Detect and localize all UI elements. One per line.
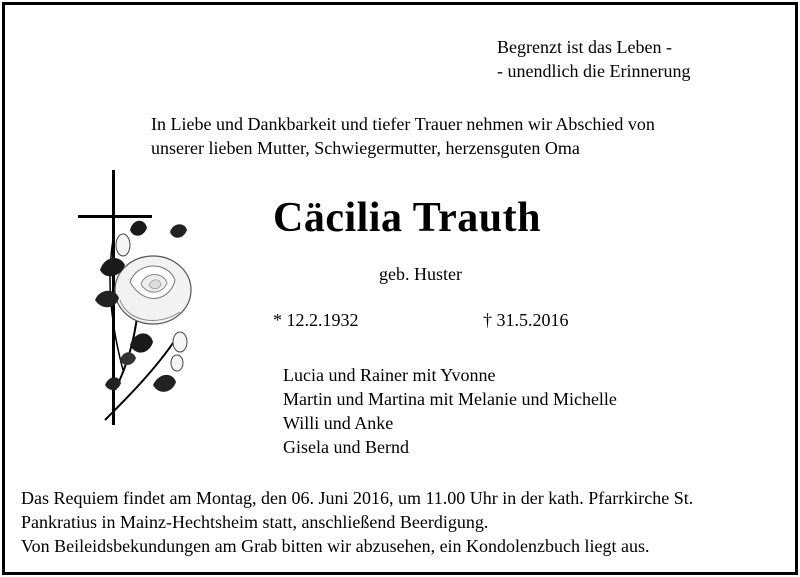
- intro-line-2: unserer lieben Mutter, Schwiegermutter, herzensguten Oma: [151, 138, 580, 158]
- motto-line-1: Begrenzt ist das Leben -: [497, 37, 672, 57]
- cross-with-rose-icon: [75, 170, 195, 435]
- intro-line-1: In Liebe und Dankbarkeit und tiefer Trauer nehmen wir Abschied von: [151, 114, 655, 134]
- motto: [497, 35, 690, 83]
- birth-date: * 12.2.1932: [273, 310, 359, 330]
- mourner-entry: Lucia und Rainer mit Yvonne: [283, 365, 496, 385]
- funeral-details-line-3: Von Beileidsbekundungen am Grab bitten wir abzusehen, ein Kondolenzbuch liegt aus.: [21, 536, 650, 556]
- funeral-details-line-2: Pankratius in Mainz-Hechtsheim statt, anschließend Beerdigung.: [21, 512, 489, 532]
- mourners-list: [283, 363, 617, 459]
- motto-line-2: - unendlich die Erinnerung: [497, 61, 691, 81]
- mourner-entry: Gisela und Bernd: [283, 437, 409, 457]
- deceased-name: Cäcilia Trauth: [273, 195, 541, 241]
- funeral-details-line-1: Das Requiem findet am Montag, den 06. Juni 2016, um 11.00 Uhr in der kath. Pfarrkirche St.: [21, 488, 694, 508]
- death-date: † 31.5.2016: [483, 310, 569, 330]
- funeral-details: [21, 486, 693, 558]
- maiden-name: geb. Huster: [379, 264, 462, 284]
- obituary-notice: [2, 2, 798, 575]
- mourner-entry: Willi und Anke: [283, 413, 394, 433]
- intro-text: [151, 112, 655, 160]
- mourner-entry: Martin und Martina mit Melanie und Michelle: [283, 389, 617, 409]
